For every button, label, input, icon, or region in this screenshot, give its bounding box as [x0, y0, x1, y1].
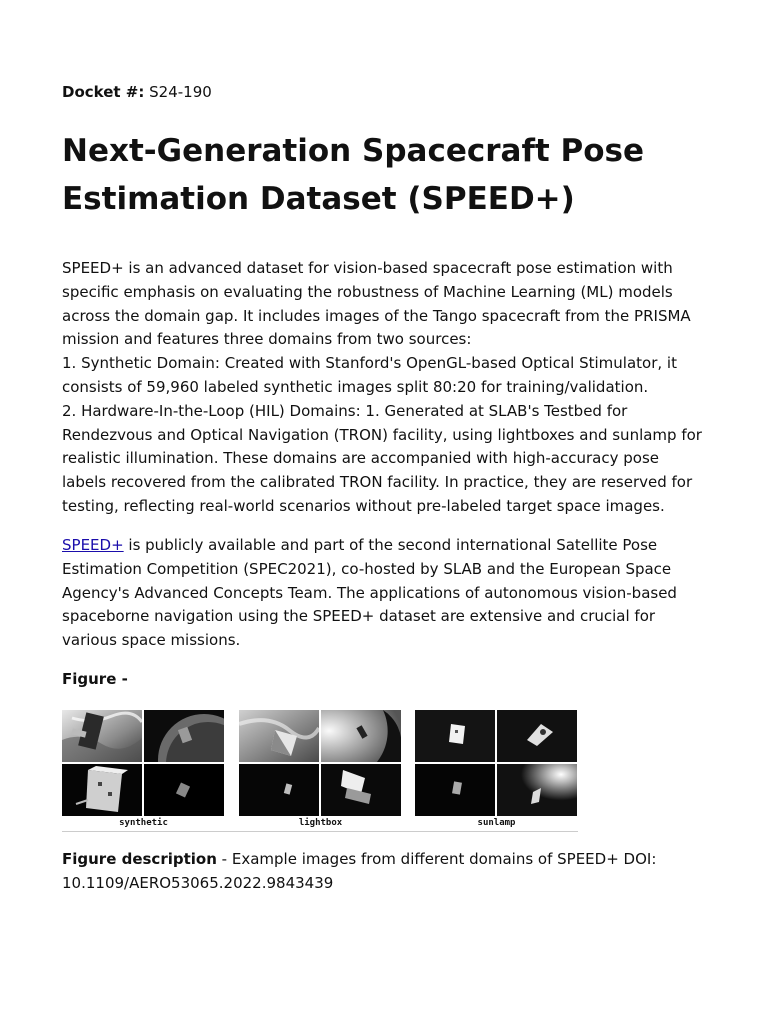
- sunlamp-image-4: [497, 764, 577, 816]
- panel-caption: synthetic: [119, 818, 168, 828]
- paragraph-line: mission and features three domains from two sources:: [62, 330, 472, 349]
- docket-line: [62, 82, 212, 102]
- paragraph-line: specific emphasis on evaluating the robustness of Machine Learning (ML) models: [62, 282, 673, 301]
- synthetic-image-3: [62, 764, 142, 816]
- paragraph-line: Rendezvous and Optical Navigation (TRON) facility, using lightboxes and sunlamp for: [62, 425, 702, 444]
- paragraph-line: 2. Hardware-In-the-Loop (HIL) Domains: 1. Generated at SLAB's Testbed for: [62, 401, 628, 420]
- panel-caption: sunlamp: [477, 818, 516, 828]
- paragraph-line: testing, reflecting real-world scenarios without pre-labeled target space images.: [62, 496, 665, 515]
- docket-number: S24-190: [149, 83, 212, 101]
- sunlamp-image-1: [415, 710, 495, 762]
- panel-caption: lightbox: [298, 818, 343, 828]
- lightbox-image-2: [321, 710, 401, 762]
- sunlamp-image-2: [497, 710, 577, 762]
- title-line-2: Estimation Dataset (SPEED+): [62, 181, 575, 217]
- figure-label: Figure -: [62, 670, 128, 688]
- paragraph-line: Estimation Competition (SPEC2021), co-hosted by SLAB and the European Space: [62, 559, 672, 578]
- paragraph-line: labels recovered from the calibrated TRON facility. In practice, they are reserved for: [62, 473, 693, 492]
- figure-doi: 10.1109/AERO53065.2022.9843439: [62, 873, 334, 892]
- sunlamp-panel: [415, 710, 578, 828]
- paragraph-line: various space missions.: [62, 631, 241, 650]
- lightbox-image-1: [239, 710, 319, 762]
- paragraph-line: [62, 534, 712, 558]
- sunlamp-image-3: [415, 764, 495, 816]
- paragraph-line: across the domain gap. It includes images of the Tango spacecraft from the PRISMA: [62, 306, 691, 325]
- paragraph-line: spaceborne navigation using the SPEED+ dataset are extensive and crucial for: [62, 607, 656, 626]
- lightbox-image-4: [321, 764, 401, 816]
- lightbox-panel: [239, 710, 402, 828]
- speed-plus-link[interactable]: SPEED+: [62, 536, 124, 554]
- paragraph-line: 1. Synthetic Domain: Created with Stanford's OpenGL-based Optical Stimulator, it: [62, 354, 677, 373]
- description-paragraph: [62, 257, 712, 519]
- figure-image: [62, 710, 578, 832]
- figure-description: [62, 848, 712, 896]
- figure-description-text: - Example images from different domains of SPEED+ DOI:: [216, 850, 657, 868]
- figure-description-label: Figure description: [62, 850, 217, 868]
- paragraph-line: SPEED+ is an advanced dataset for vision-based spacecraft pose estimation with: [62, 259, 673, 277]
- title-line-1: Next-Generation Spacecraft Pose: [62, 133, 645, 169]
- paragraph-line: realistic illumination. These domains are accompanied with high-accuracy pose: [62, 449, 659, 468]
- availability-paragraph: [62, 534, 712, 653]
- docket-label: Docket #:: [62, 83, 145, 101]
- synthetic-image-4: [144, 764, 224, 816]
- paragraph-line-rest: is publicly available and part of the second international Satellite Pose: [123, 536, 658, 554]
- paragraph-line: consists of 59,960 labeled synthetic images split 80:20 for training/validation.: [62, 377, 649, 396]
- synthetic-image-2: [144, 710, 224, 762]
- synthetic-image-1: [62, 710, 142, 762]
- lightbox-image-3: [239, 764, 319, 816]
- page-title: [62, 127, 712, 223]
- synthetic-panel: [62, 710, 225, 828]
- paragraph-line: Agency's Advanced Concepts Team. The applications of autonomous vision-based: [62, 583, 677, 602]
